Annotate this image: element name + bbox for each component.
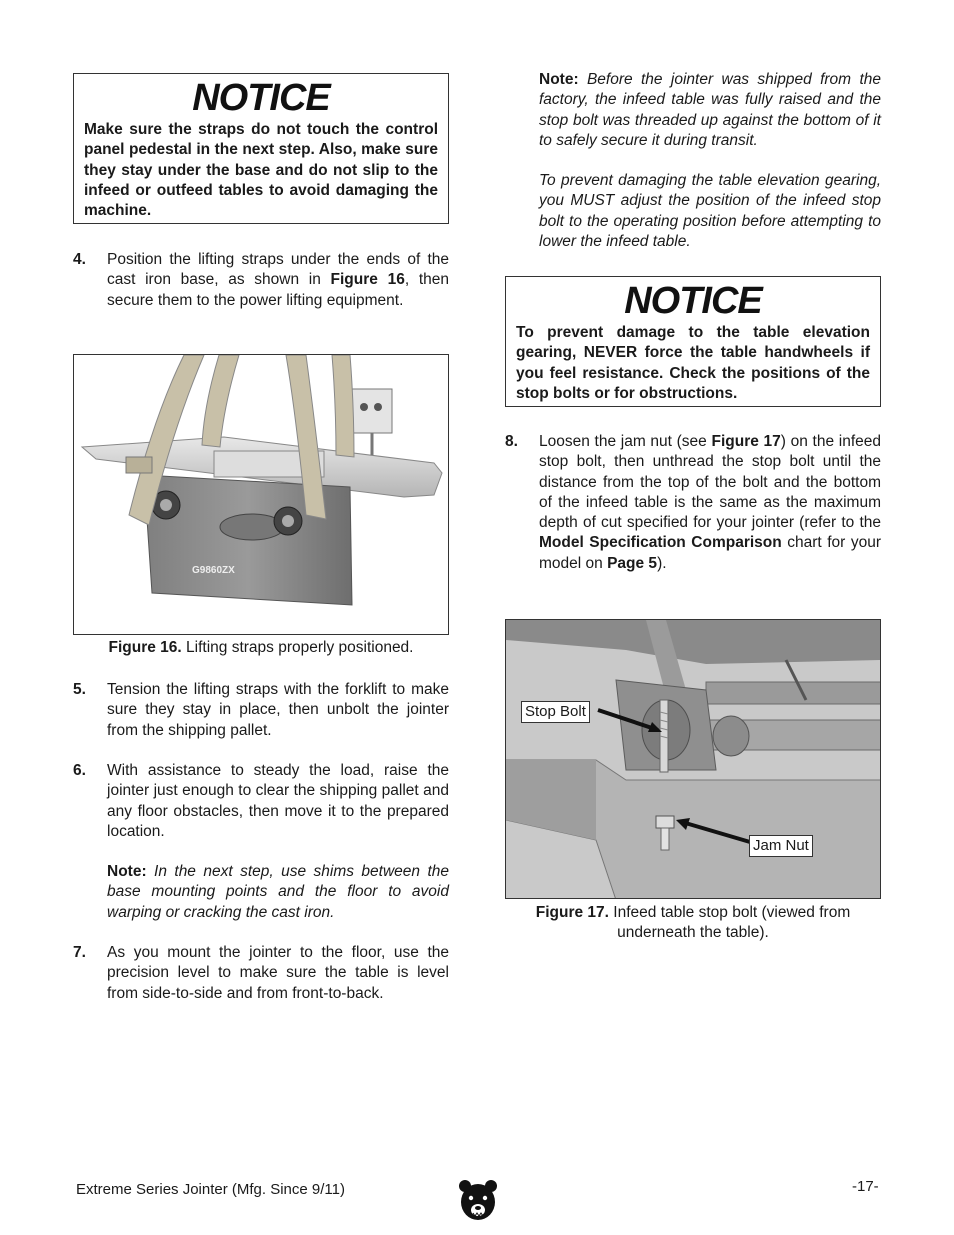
bear-logo-icon xyxy=(458,1178,498,1222)
footer-title: Extreme Series Jointer (Mfg. Since 9/11) xyxy=(76,1181,345,1198)
note-shims xyxy=(107,862,449,923)
step-number: 4. xyxy=(73,251,86,268)
notice-title: NOTICE xyxy=(624,280,762,322)
note-text: In the next step, use shims between the base mounting points and the floor to avoid warping or cracking the cast iron. xyxy=(107,863,449,921)
step-text: chart for your model on xyxy=(539,534,881,572)
step-text: As you mount the jointer to the floor, use the precision level to make sure the table is level from side-to-side and from front-to-back. xyxy=(107,944,449,1002)
step-number: 6. xyxy=(73,762,86,779)
page-reference: Page 5 xyxy=(607,554,658,572)
machine-model-label: G9860ZX xyxy=(192,565,235,576)
note-label: Note: xyxy=(107,863,147,881)
figure-label: Figure 16. xyxy=(108,639,182,656)
callout-jam-nut: Jam Nut xyxy=(749,835,813,857)
step-7 xyxy=(73,943,449,1004)
figure-16-image xyxy=(73,354,449,635)
stop-bolt-illustration xyxy=(506,620,881,899)
step-number: 7. xyxy=(73,944,86,961)
step-8 xyxy=(505,432,881,574)
notice-body: To prevent damage to the table elevation gearing, NEVER force the table handwheels if you feel resistance. Check the positions of the stop bolts or for obstructions. xyxy=(516,324,870,402)
step-text: , then secure them to the power lifting equipment. xyxy=(107,271,449,309)
note-text: Before the jointer was shipped from the factory, the infeed table was fully raised and the stop bolt was threaded up against the bottom of it to safely secure it during transit. xyxy=(539,71,881,149)
figure-reference: Figure 17 xyxy=(711,433,781,450)
step-5 xyxy=(73,680,449,741)
callout-stop-bolt: Stop Bolt xyxy=(521,701,590,723)
step-text: ) on the infeed stop bolt, then unthread the stop bolt until the distance from the top of the bolt and the bottom of the infeed table is the same as the maximum depth of cut specified for your jointer (refer to the xyxy=(539,433,882,532)
notice-title: NOTICE xyxy=(192,77,330,119)
step-4 xyxy=(73,250,449,311)
step-number: 5. xyxy=(73,681,86,698)
note-label: Note: xyxy=(539,71,579,88)
chart-reference: Model Specification Comparison xyxy=(539,534,782,552)
step-6 xyxy=(73,761,449,923)
page-number: -17- xyxy=(852,1178,879,1195)
step-text: Position the lifting straps under the ends of the cast iron base, as shown in xyxy=(107,251,449,289)
step-number: 8. xyxy=(505,433,518,450)
figure-16-caption xyxy=(73,638,449,658)
figure-17-caption xyxy=(505,903,881,944)
notice-box-straps xyxy=(73,73,449,224)
figure-label: Figure 17. xyxy=(535,904,609,921)
caption-text: Lifting straps properly positioned. xyxy=(181,639,414,656)
step-text: ). xyxy=(657,554,667,572)
step-text: With assistance to steady the load, raise the jointer just enough to clear the shipping pallet and any floor obstacles, then move it to the prepared location. xyxy=(107,762,449,840)
step-text: Loosen the jam nut (see xyxy=(539,433,712,450)
note-stop-bolt xyxy=(539,70,881,252)
figure-reference: Figure 16 xyxy=(330,271,405,289)
caption-text: Infeed table stop bolt (viewed from underneath the table). xyxy=(608,904,851,942)
jointer-lifting-illustration xyxy=(74,355,449,635)
notice-body: Make sure the straps do not touch the control panel pedestal in the next step. Also, make sure they stay under the base and do not slip to the infeed or outfeed tables to avoid damaging the machine. xyxy=(84,121,438,220)
note-text: To prevent damaging the table elevation gearing, you MUST adjust the position of the infeed stop bolt to the operating position before attempting to lower the infeed table. xyxy=(539,172,881,251)
step-text: Tension the lifting straps with the forklift to make sure they stay in place, then unbolt the jointer from the shipping pallet. xyxy=(107,681,449,739)
notice-box-gearing xyxy=(505,276,881,407)
figure-17-image xyxy=(505,619,881,899)
